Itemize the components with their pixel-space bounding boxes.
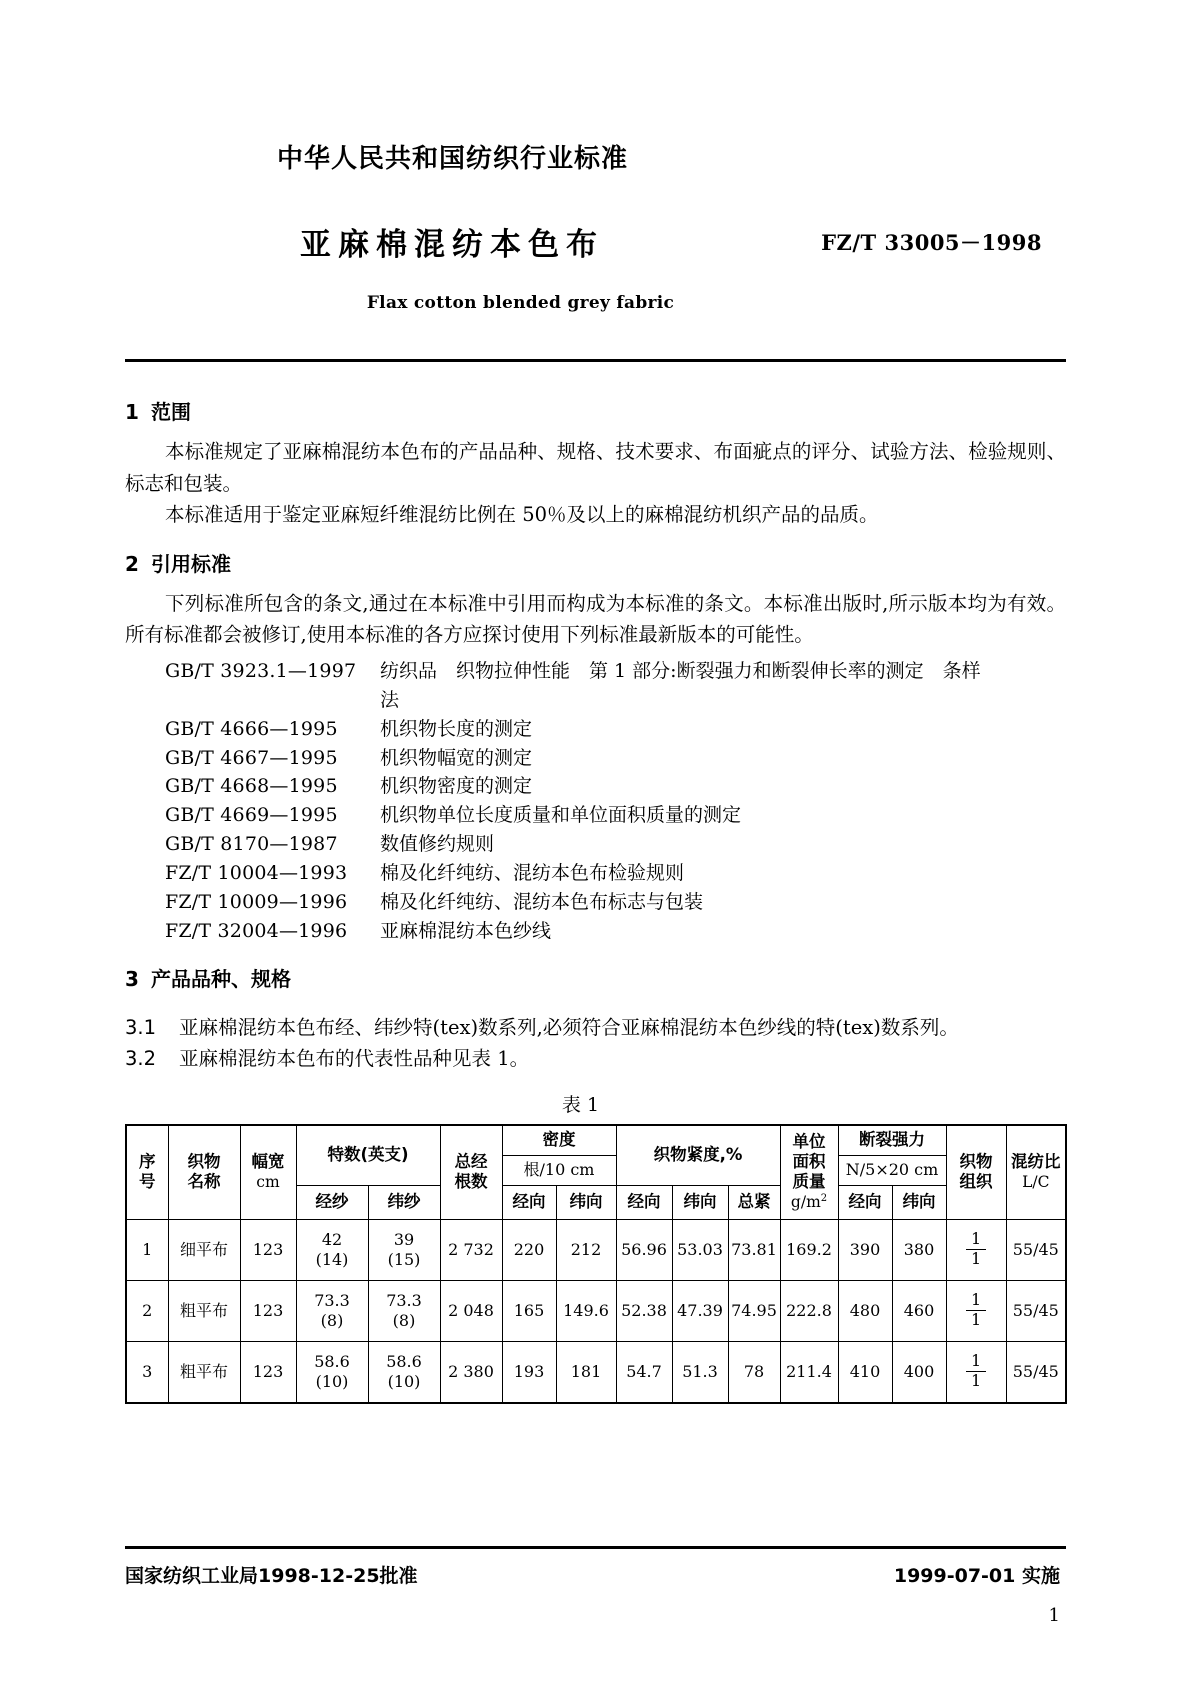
- section-heading-products: [125, 963, 1066, 992]
- scope-paragraph-2: 本标准适用于鉴定亚麻短纤维混纺比例在 50％及以上的麻棉混纺机织产品的品质。: [165, 503, 879, 527]
- cell-strength-warp: 390: [838, 1219, 892, 1280]
- list-item: [125, 744, 1066, 773]
- cell-seq: 3: [126, 1341, 168, 1403]
- list-item: [125, 830, 1066, 859]
- th-total-ends: [440, 1125, 502, 1219]
- cell-seq: 1: [126, 1219, 168, 1280]
- cell-total-ends: 2 732: [440, 1219, 502, 1280]
- header-divider: [125, 359, 1066, 362]
- cell-weave: $\frac{1}{1}$: [946, 1280, 1006, 1341]
- standard-name-ref: 亚麻棉混纺本色纱线: [380, 919, 552, 942]
- cell-blend-ratio: 55/45: [1006, 1280, 1066, 1341]
- implementation-date: 1999-07-01 实施: [893, 1565, 1060, 1587]
- references-paragraph: 下列标准所包含的条文,通过在本标准中引用而构成为本标准的条文。本标准出版时,所示版本均为有效。所有标准都会被修订,使用本标准的各方应探讨使用下列标准最新版本的可能性。: [125, 591, 1066, 647]
- approval-statement: 国家纺织工业局1998-12-25批准: [125, 1565, 418, 1587]
- standard-code-ref: GB/T 4669—1995: [165, 804, 338, 827]
- footer-divider: [125, 1546, 1066, 1549]
- standard-code-ref: GB/T 4667—1995: [165, 746, 338, 769]
- clause-number: 3.1: [125, 1015, 157, 1039]
- standard-name-ref: 纺织品 织物拉伸性能 第 1 部分:断裂强力和断裂伸长率的测定 条样: [380, 659, 981, 682]
- th-width-unit: cm: [256, 1173, 280, 1192]
- cell-weave: $\frac{1}{1}$: [946, 1219, 1006, 1280]
- cell-fabric-name: 粗平布: [168, 1341, 240, 1403]
- section-number-3: 3: [125, 966, 139, 991]
- section-heading-references: [125, 548, 1066, 577]
- cell-count-weft: 73.3 (8): [368, 1280, 440, 1341]
- clause-3-1: [125, 1012, 1066, 1043]
- title-row: [125, 219, 1066, 263]
- table-row: [126, 1341, 1066, 1403]
- list-item: [125, 801, 1066, 830]
- list-item: [125, 917, 1066, 946]
- clause-3-2: [125, 1043, 1066, 1074]
- cell-tightness-weft: 47.39: [672, 1280, 728, 1341]
- cell-total-ends: 2 048: [440, 1280, 502, 1341]
- cell-density-warp: 193: [502, 1341, 556, 1403]
- th-fabric-name: [168, 1125, 240, 1219]
- referenced-standards-list: [125, 657, 1066, 946]
- cell-count-warp: 42 (14): [296, 1219, 368, 1280]
- issuing-organization: 中华人民共和国纺织行业标准: [277, 144, 629, 174]
- page-number: 1: [1048, 1605, 1060, 1626]
- cell-tightness-warp: 56.96: [616, 1219, 672, 1280]
- th-mass: [780, 1125, 838, 1219]
- section-number-1: 1: [125, 400, 139, 424]
- th-mass-unit: $g/m^2$: [790, 1193, 828, 1212]
- cell-blend-ratio: 55/45: [1006, 1219, 1066, 1280]
- th-seq: [126, 1125, 168, 1219]
- cell-strength-warp: 480: [838, 1280, 892, 1341]
- cell-tightness-warp: 54.7: [616, 1341, 672, 1403]
- cell-density-weft: 149.6: [556, 1280, 616, 1341]
- th-density-unit: 根/10 cm: [502, 1155, 616, 1185]
- cell-seq: 2: [126, 1280, 168, 1341]
- standard-code-ref: GB/T 4668—1995: [165, 775, 338, 798]
- standard-code-ref: FZ/T 32004—1996: [165, 919, 348, 942]
- standard-code-ref: GB/T 4666—1995: [165, 717, 338, 740]
- scope-paragraph-1: 本标准规定了亚麻棉混纺本色布的产品品种、规格、技术要求、布面疵点的评分、试验方法、检验规则、标志和包装。: [125, 440, 1066, 495]
- cell-tightness-total: 73.81: [728, 1219, 780, 1280]
- cell-strength-weft: 460: [892, 1280, 946, 1341]
- th-width: [240, 1125, 296, 1219]
- th-weave: [946, 1125, 1006, 1219]
- standard-code: FZ/T 33005－1998: [821, 230, 1042, 255]
- cell-weave: $\frac{1}{1}$: [946, 1341, 1006, 1403]
- cell-count-weft: 58.6 (10): [368, 1341, 440, 1403]
- cell-tightness-weft: 51.3: [672, 1341, 728, 1403]
- th-weave-line1: 织物: [959, 1152, 993, 1172]
- th-mass-line3: 质量: [792, 1172, 826, 1192]
- cell-strength-weft: 400: [892, 1341, 946, 1403]
- cell-tightness-total: 74.95: [728, 1280, 780, 1341]
- th-fabric-name-line2: 名称: [187, 1172, 221, 1192]
- section-title-2: 引用标准: [151, 551, 231, 576]
- list-item: [125, 715, 1066, 744]
- cell-mass: 169.2: [780, 1219, 838, 1280]
- document-body: [125, 396, 1066, 1404]
- th-strength-unit: N/5×20 cm: [838, 1155, 946, 1185]
- th-mass-line2: 面积: [792, 1152, 826, 1172]
- standard-name-ref: 棉及化纤纯纺、混纺本色布标志与包装: [380, 890, 704, 913]
- th-tightness-warp: 经向: [616, 1185, 672, 1219]
- english-subtitle: Flax cotton blended grey fabric: [366, 293, 675, 313]
- clause-text: 亚麻棉混纺本色布经、纬纱特(tex)数系列,必须符合亚麻棉混纺本色纱线的特(tex)数系列。: [179, 1015, 959, 1039]
- cell-count-warp: 73.3 (8): [296, 1280, 368, 1341]
- standard-code-ref: FZ/T 10009—1996: [165, 890, 348, 913]
- section-number-2: 2: [125, 551, 139, 576]
- clause-number: 3.2: [125, 1046, 157, 1070]
- cell-width: 123: [240, 1219, 296, 1280]
- th-tightness-total: 总紧: [728, 1185, 780, 1219]
- section-title-3: 产品品种、规格: [151, 966, 291, 991]
- th-mass-line1: 单位: [792, 1132, 826, 1152]
- th-count-warp: 经纱: [296, 1185, 368, 1219]
- cell-mass: 211.4: [780, 1341, 838, 1403]
- th-width-label: 幅宽: [251, 1152, 285, 1172]
- cell-width: 123: [240, 1280, 296, 1341]
- cell-fabric-name: 粗平布: [168, 1280, 240, 1341]
- th-fabric-name-line1: 织物: [187, 1152, 221, 1172]
- standard-name-ref: 机织物密度的测定: [380, 775, 533, 798]
- specification-table: [125, 1124, 1067, 1404]
- standard-name-ref: 机织物单位长度质量和单位面积质量的测定: [380, 804, 742, 827]
- th-count: 特数(英支): [296, 1125, 440, 1185]
- th-density: 密度: [502, 1125, 616, 1155]
- standard-name-ref: 数值修约规则: [380, 833, 495, 856]
- cell-tightness-weft: 53.03: [672, 1219, 728, 1280]
- cell-blend-ratio: 55/45: [1006, 1341, 1066, 1403]
- list-item: [125, 657, 1066, 686]
- section-heading-scope: [125, 396, 1066, 425]
- document-masthead: [125, 0, 1066, 362]
- cell-density-warp: 220: [502, 1219, 556, 1280]
- table-caption: 表 1: [561, 1094, 600, 1117]
- standard-name-continuation: 法: [380, 688, 400, 711]
- cell-density-weft: 212: [556, 1219, 616, 1280]
- standard-code-ref: FZ/T 10004—1993: [165, 862, 348, 885]
- cell-width: 123: [240, 1341, 296, 1403]
- section-title-1: 范围: [151, 400, 191, 424]
- th-density-warp: 经向: [502, 1185, 556, 1219]
- table-row: [126, 1219, 1066, 1280]
- cell-strength-warp: 410: [838, 1341, 892, 1403]
- list-item: [125, 859, 1066, 888]
- cell-density-warp: 165: [502, 1280, 556, 1341]
- table-header-row-1: [126, 1125, 1066, 1155]
- th-tightness: 织物紧度,%: [616, 1125, 780, 1185]
- page-title: 亚麻棉混纺本色布: [300, 227, 604, 263]
- th-blend-ratio-unit: L/C: [1022, 1173, 1050, 1192]
- cell-count-weft: 39 (15): [368, 1219, 440, 1280]
- cell-mass: 222.8: [780, 1280, 838, 1341]
- th-strength-warp: 经向: [838, 1185, 892, 1219]
- cell-tightness-warp: 52.38: [616, 1280, 672, 1341]
- cell-strength-weft: 380: [892, 1219, 946, 1280]
- list-item: [125, 888, 1066, 917]
- th-weave-line2: 组织: [959, 1172, 993, 1192]
- th-seq-line2: 号: [139, 1172, 156, 1192]
- th-total-ends-line2: 根数: [454, 1172, 488, 1192]
- th-count-weft: 纬纱: [368, 1185, 440, 1219]
- standard-name-ref: 机织物长度的测定: [380, 717, 533, 740]
- standard-code-ref: GB/T 8170—1987: [165, 833, 338, 856]
- th-density-weft: 纬向: [556, 1185, 616, 1219]
- clause-text: 亚麻棉混纺本色布的代表性品种见表 1。: [179, 1046, 530, 1070]
- cell-density-weft: 181: [556, 1341, 616, 1403]
- standard-name-ref: 棉及化纤纯纺、混纺本色布检验规则: [380, 862, 685, 885]
- cell-fabric-name: 细平布: [168, 1219, 240, 1280]
- th-strength-weft: 纬向: [892, 1185, 946, 1219]
- th-tightness-weft: 纬向: [672, 1185, 728, 1219]
- list-item: [125, 772, 1066, 801]
- cell-count-warp: 58.6 (10): [296, 1341, 368, 1403]
- standard-code-ref: GB/T 3923.1—1997: [165, 659, 357, 682]
- th-total-ends-line1: 总经: [454, 1152, 488, 1172]
- document-footer: [125, 1546, 1066, 1588]
- cell-tightness-total: 78: [728, 1341, 780, 1403]
- th-strength: 断裂强力: [838, 1125, 946, 1155]
- th-seq-line1: 序: [139, 1152, 156, 1172]
- th-blend-ratio: [1006, 1125, 1066, 1219]
- table-row: [126, 1280, 1066, 1341]
- standard-name-ref: 机织物幅宽的测定: [380, 746, 533, 769]
- th-blend-ratio-label: 混纺比: [1011, 1152, 1061, 1172]
- cell-total-ends: 2 380: [440, 1341, 502, 1403]
